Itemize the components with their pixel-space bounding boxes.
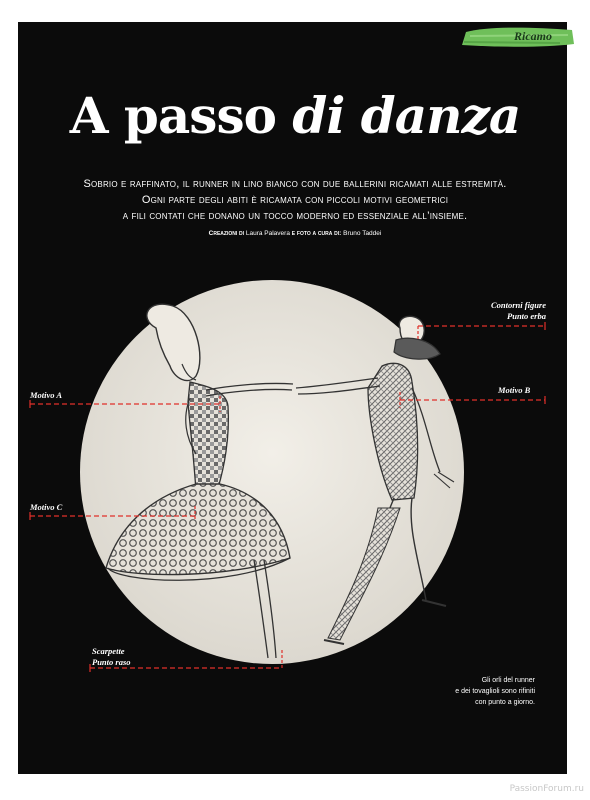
callout-contorni <box>480 300 546 322</box>
callout-scarpette-line1: Scarpette <box>92 646 125 656</box>
photographer-name: Bruno Taddei <box>343 230 382 237</box>
callout-motivo-c: Motivo C <box>30 502 63 512</box>
runner-note <box>425 675 535 708</box>
note-line: e dei tovaglioli sono rifiniti <box>455 688 535 695</box>
callout-scarpette <box>92 646 131 668</box>
callout-contorni-line2: Punto erba <box>507 311 546 321</box>
credits-label-2: e foto a cura di: <box>291 230 342 237</box>
note-line: con punto a giorno. <box>475 699 535 706</box>
watermark: PassionForum.ru <box>509 784 584 794</box>
title-part-2: di danza <box>292 86 521 145</box>
designer-name: Laura Palavera <box>245 230 290 237</box>
callout-motivo-b: Motivo B <box>498 385 531 395</box>
intro-line: a fili contati che donano un tocco moderno ed essenziale all’insieme. <box>122 210 468 222</box>
callout-motivo-a: Motivo A <box>30 390 63 400</box>
section-tag-label: Ricamo <box>514 29 552 43</box>
intro-line: Ogni parte degli abiti è ricamata con piccoli motivi geometrici <box>141 194 449 206</box>
title-part-1: A passo <box>69 86 276 145</box>
intro-line: Sobrio e raffinato, il runner in lino bianco con due ballerini ricamati alle estremità. <box>83 178 507 190</box>
callout-contorni-line1: Contorni figure <box>490 300 546 310</box>
callout-scarpette-line2: Punto raso <box>92 657 131 667</box>
credits-label-1: Creazioni di <box>208 230 245 237</box>
note-line: Gli orli del runner <box>481 677 535 684</box>
